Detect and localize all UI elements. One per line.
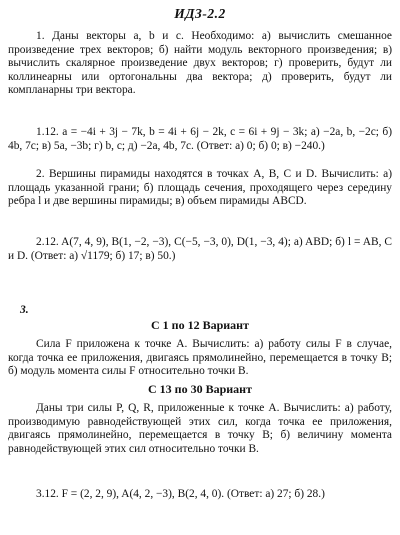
- task-1-text: 1. Даны векторы a, b и c. Необходимо: а) вычислить смешанное произведение трех векторов; б) найти модуль векторного произведения; в) вычислить скалярное произведение двух векторов; г) проверить, будут ли коллинеарны или ортогональны два вектора; д) проверить, будут ли компланарны три вектора.: [8, 30, 392, 97]
- section-header-13-30: С 13 по 30 Вариант: [148, 382, 252, 396]
- task-2-text: 2. Вершины пирамиды находятся в точках A, B, C и D. Вычислить: а) площадь указанной грани; б) площадь сечения, проходящего через середину ребра l и две вершины пирамиды; в) объем пирамиды ABCD.: [8, 168, 392, 208]
- section-header-1-12: С 1 по 12 Вариант: [151, 318, 249, 332]
- task-3-number: 3.: [20, 304, 29, 316]
- task-3-text-b: Даны три силы P, Q, R, приложенные к точке A. Вычислить: а) работу, производимую равнодействующей этих сил, когда точка ее приложения, двигаясь прямолинейно, перемещается в точку B; б) величину момента равнодействующей этих сил относительно точки B.: [8, 402, 392, 455]
- variant-1-12: 1.12. a = −4i + 3j − 7k, b = 4i + 6j − 2k, c = 6i + 9j − 3k; а) −2a, b, −2c; б) 4b, 7c; в) 5a, −3b; г) b, c; д) −2a, 4b, 7c. (Ответ: а) 0; б) 0; в) −240.): [8, 126, 392, 152]
- task-3-text-a: Сила F приложена к точке A. Вычислить: а) работу силы F в случае, когда точка ее приложения, двигаясь прямолинейно, перемещается в точку B; б) модуль момента силы F относительно точки B.: [8, 338, 392, 378]
- variant-3-12: 3.12. F = (2, 2, 9), A(4, 2, −3), B(2, 4, 0). (Ответ: а) 27; б) 28.): [36, 488, 325, 500]
- variant-2-12: 2.12. A(7, 4, 9), B(1, −2, −3), C(−5, −3, 0), D(1, −3, 4); а) ABD; б) l = AB, C и D. (Ответ: а) √1179; б) 17; в) 50.): [8, 236, 392, 262]
- page-title: ИДЗ-2.2: [174, 6, 226, 21]
